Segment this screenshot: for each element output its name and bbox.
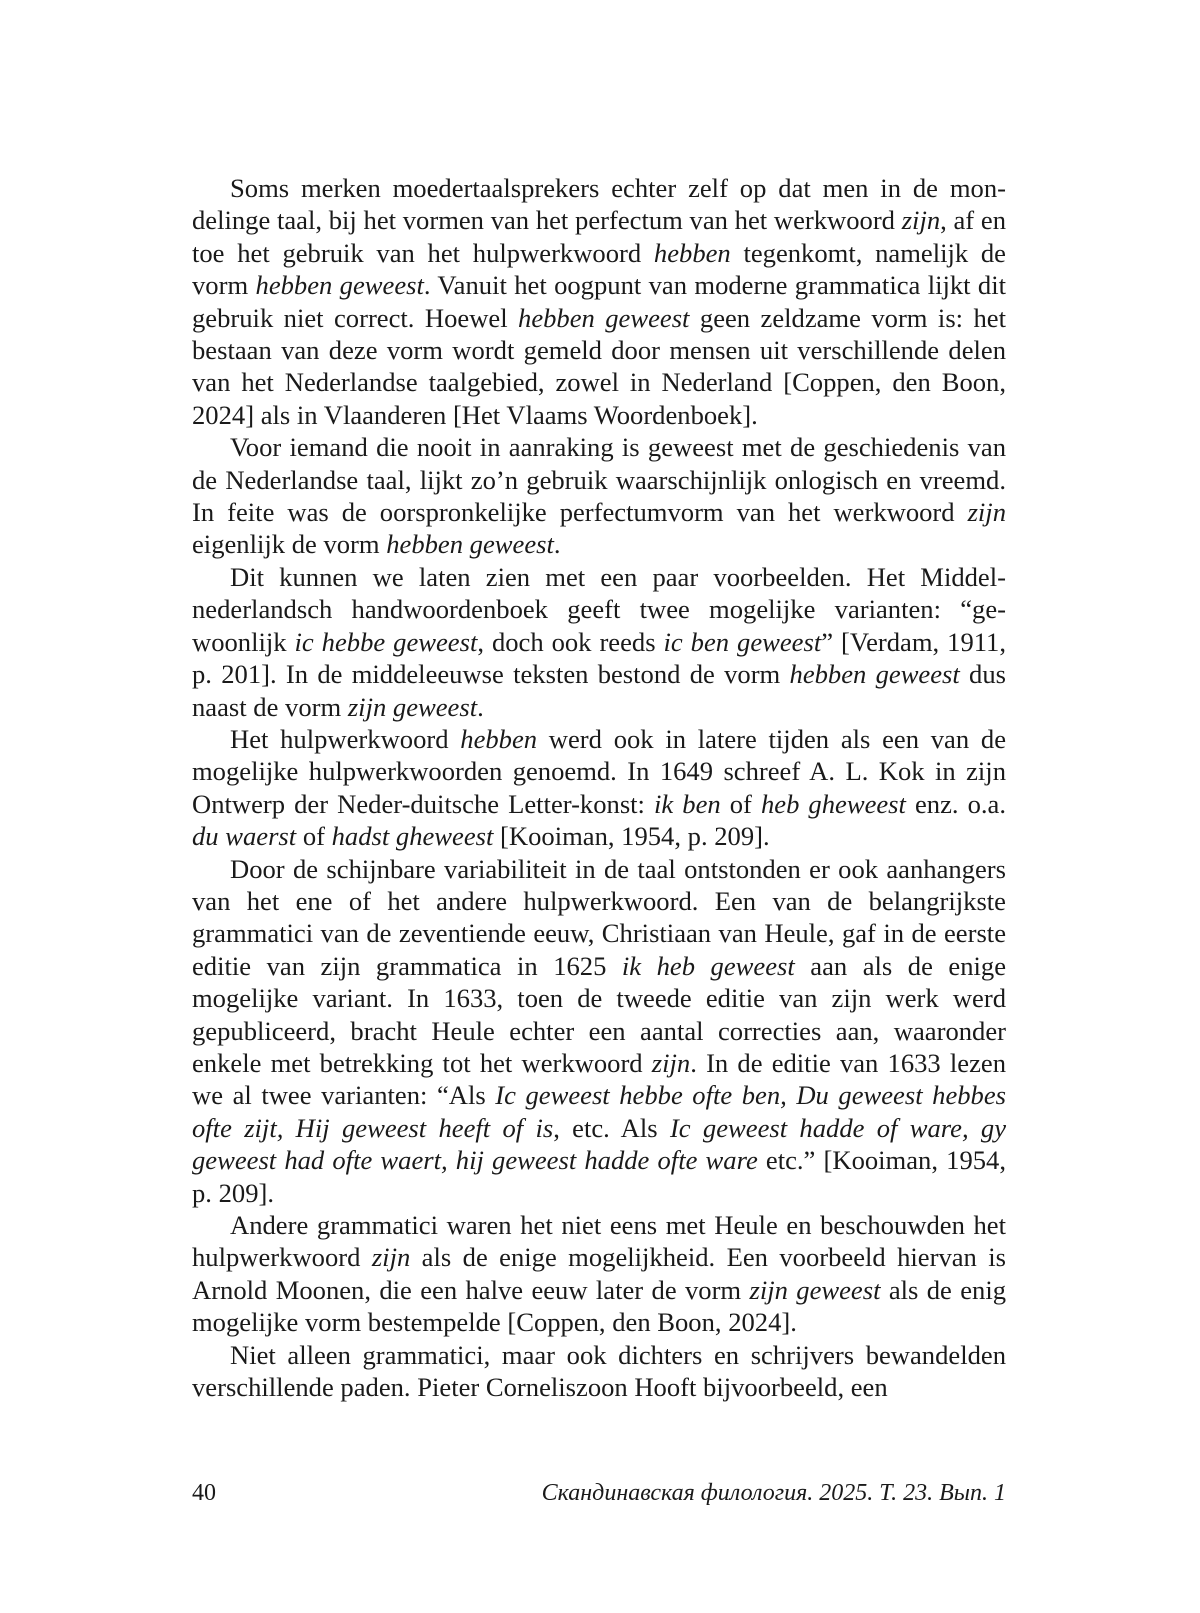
italic-text: hebben geweest bbox=[518, 302, 690, 333]
text-run: of bbox=[720, 788, 761, 819]
italic-text: hebben geweest bbox=[789, 659, 960, 690]
italic-text: ik ben bbox=[654, 788, 721, 819]
italic-text: ik heb geweest bbox=[621, 950, 795, 981]
paragraph-6 bbox=[192, 1209, 1006, 1339]
article-body bbox=[192, 172, 1006, 1403]
text-run: eigenlijk de vorm bbox=[192, 529, 387, 560]
italic-text: hebben bbox=[460, 723, 538, 754]
text-run: Dit kunnen we laten zien met een paar voorbeelden. Het Middelnederlandsch handwoordenboek geeft twee mogelijke varianten: “gewoonlijk bbox=[192, 561, 1006, 657]
paragraph-3 bbox=[192, 561, 1006, 723]
page-footer bbox=[192, 1476, 1006, 1510]
paragraph-4 bbox=[192, 723, 1006, 853]
text-run: aan als de enige mogelijke variant. In 1633, toen de tweede editie van zijn werk werd gepubliceerd, bracht Heule echter een aantal correcties aan, waaronder enkele met betrekking tot het werkwoord bbox=[192, 950, 1006, 1078]
text-run: , etc. Als bbox=[553, 1112, 670, 1143]
paragraph-1 bbox=[192, 172, 1006, 431]
italic-text: hebben geweest bbox=[255, 270, 424, 301]
italic-text: zijn geweest bbox=[749, 1274, 881, 1305]
italic-text: Ic geweest hebbe ofte ben, Du geweest hebbes ofte zijt, Hij geweest heeft of is bbox=[192, 1080, 1006, 1143]
italic-text: zijn bbox=[371, 1242, 411, 1273]
italic-text: zijn geweest bbox=[347, 691, 478, 722]
text-run: of bbox=[296, 821, 332, 852]
text-run: als de enige mogelijkheid. Een voorbeeld hiervan is Arnold Moonen, die een halve eeuw later de vorm bbox=[192, 1242, 1007, 1305]
text-run: etc.” [Kooiman, 1954, p. 209]. bbox=[192, 1145, 1006, 1208]
text-run: , af en toe het gebruik van het hulpwerkwoord bbox=[192, 205, 1006, 268]
text-run: enz. o.a. bbox=[905, 788, 1007, 819]
paragraph-2 bbox=[192, 431, 1006, 561]
italic-text: zijn bbox=[901, 205, 941, 236]
text-run: als de enig mogelijke vorm bestempelde [Coppen, den Boon, 2024]. bbox=[192, 1274, 1007, 1338]
text-run: , doch ook reeds bbox=[477, 626, 664, 657]
text-run: geen zeldzame vorm is: het bestaan van deze vorm wordt gemeld door mensen uit verschillende delen van het Nederlandse taalgebied, zowel in Nederland [Coppen, den Boon, 2024] als in Vlaanderen [Het Vlaams Woordenboek]. bbox=[192, 302, 1006, 430]
running-title: Скандинавская филология. 2025. Т. 23. Вып. 1 bbox=[541, 1480, 1006, 1506]
text-run: Niet alleen grammatici, maar ook dichters en schrijvers bewandelden verschillende paden. Pieter Corneliszoon Hooft bijvoorbeeld, een bbox=[192, 1339, 1006, 1403]
italic-text: ic hebbe geweest bbox=[294, 626, 478, 657]
text-run: [Kooiman, 1954, p. 209]. bbox=[493, 821, 770, 852]
text-run: Het hulpwerkwoord bbox=[230, 723, 461, 754]
paragraph-7 bbox=[192, 1339, 1006, 1404]
text-run: Door de schijnbare variabiliteit in de taal ontstonden er ook aanhangers van het ene of het andere hulpwerkwoord. Een van de belangrijkste grammatici van de zeventiende eeuw, Christiaan van Heule, gaf in de eerste editie van zijn grammatica in 1625 bbox=[192, 853, 1006, 981]
text-run: dus naast de vorm bbox=[192, 659, 1007, 722]
italic-text: heb gheweest bbox=[760, 788, 906, 819]
italic-text: zijn bbox=[967, 497, 1006, 528]
italic-text: hebben geweest bbox=[386, 529, 554, 560]
italic-text: zijn bbox=[651, 1047, 691, 1078]
text-run: . Vanuit het oogpunt van moderne grammatica lijkt dit gebruik niet correct. Hoewel bbox=[192, 270, 1006, 333]
text-run: . In de editie van 1633 lezen we al twee varianten: “Als bbox=[192, 1047, 1007, 1111]
text-run: . bbox=[553, 529, 561, 560]
text-run: Andere grammatici waren het niet eens met Heule en beschouwden het hulpwerkwoord bbox=[192, 1210, 1006, 1273]
italic-text: ic ben geweest bbox=[663, 626, 822, 657]
text-run: Voor iemand die nooit in aanraking is geweest met de geschiedenis van de Nederlandse taal, lijkt zo’n gebruik waarschijnlijk onlogisch en vreemd. In feite was de oorspronkelijke perfectumvorm van het werkwoord bbox=[192, 432, 1006, 528]
text-run: . bbox=[477, 691, 484, 722]
page-number: 40 bbox=[192, 1480, 216, 1506]
text-run: Soms merken moedertaalsprekers echter zelf op dat men in de mondelinge taal, bij het vormen van het perfectum van het werkwoord bbox=[192, 173, 1006, 236]
text-run: werd ook in latere tijden als een van de mogelijke hulpwerkwoorden genoemd. In 1649 schreef A. L. Kok in zijn Ontwerp der Neder-duitsche Letter-konst: bbox=[192, 723, 1006, 819]
italic-text: hadst gheweest bbox=[331, 821, 494, 852]
text-run: ” [Verdam, 1911, p. 201]. In de middeleeuwse teksten bestond de vorm bbox=[192, 626, 1006, 690]
text-run: tegenkomt, namelijk de vorm bbox=[192, 237, 1006, 301]
italic-text: Ic geweest hadde of ware, gy geweest had ofte waert, hij geweest hadde ofte ware bbox=[192, 1112, 1007, 1176]
paragraph-5 bbox=[192, 853, 1006, 1209]
italic-text: hebben bbox=[653, 237, 731, 268]
italic-text: du waerst bbox=[192, 821, 297, 852]
